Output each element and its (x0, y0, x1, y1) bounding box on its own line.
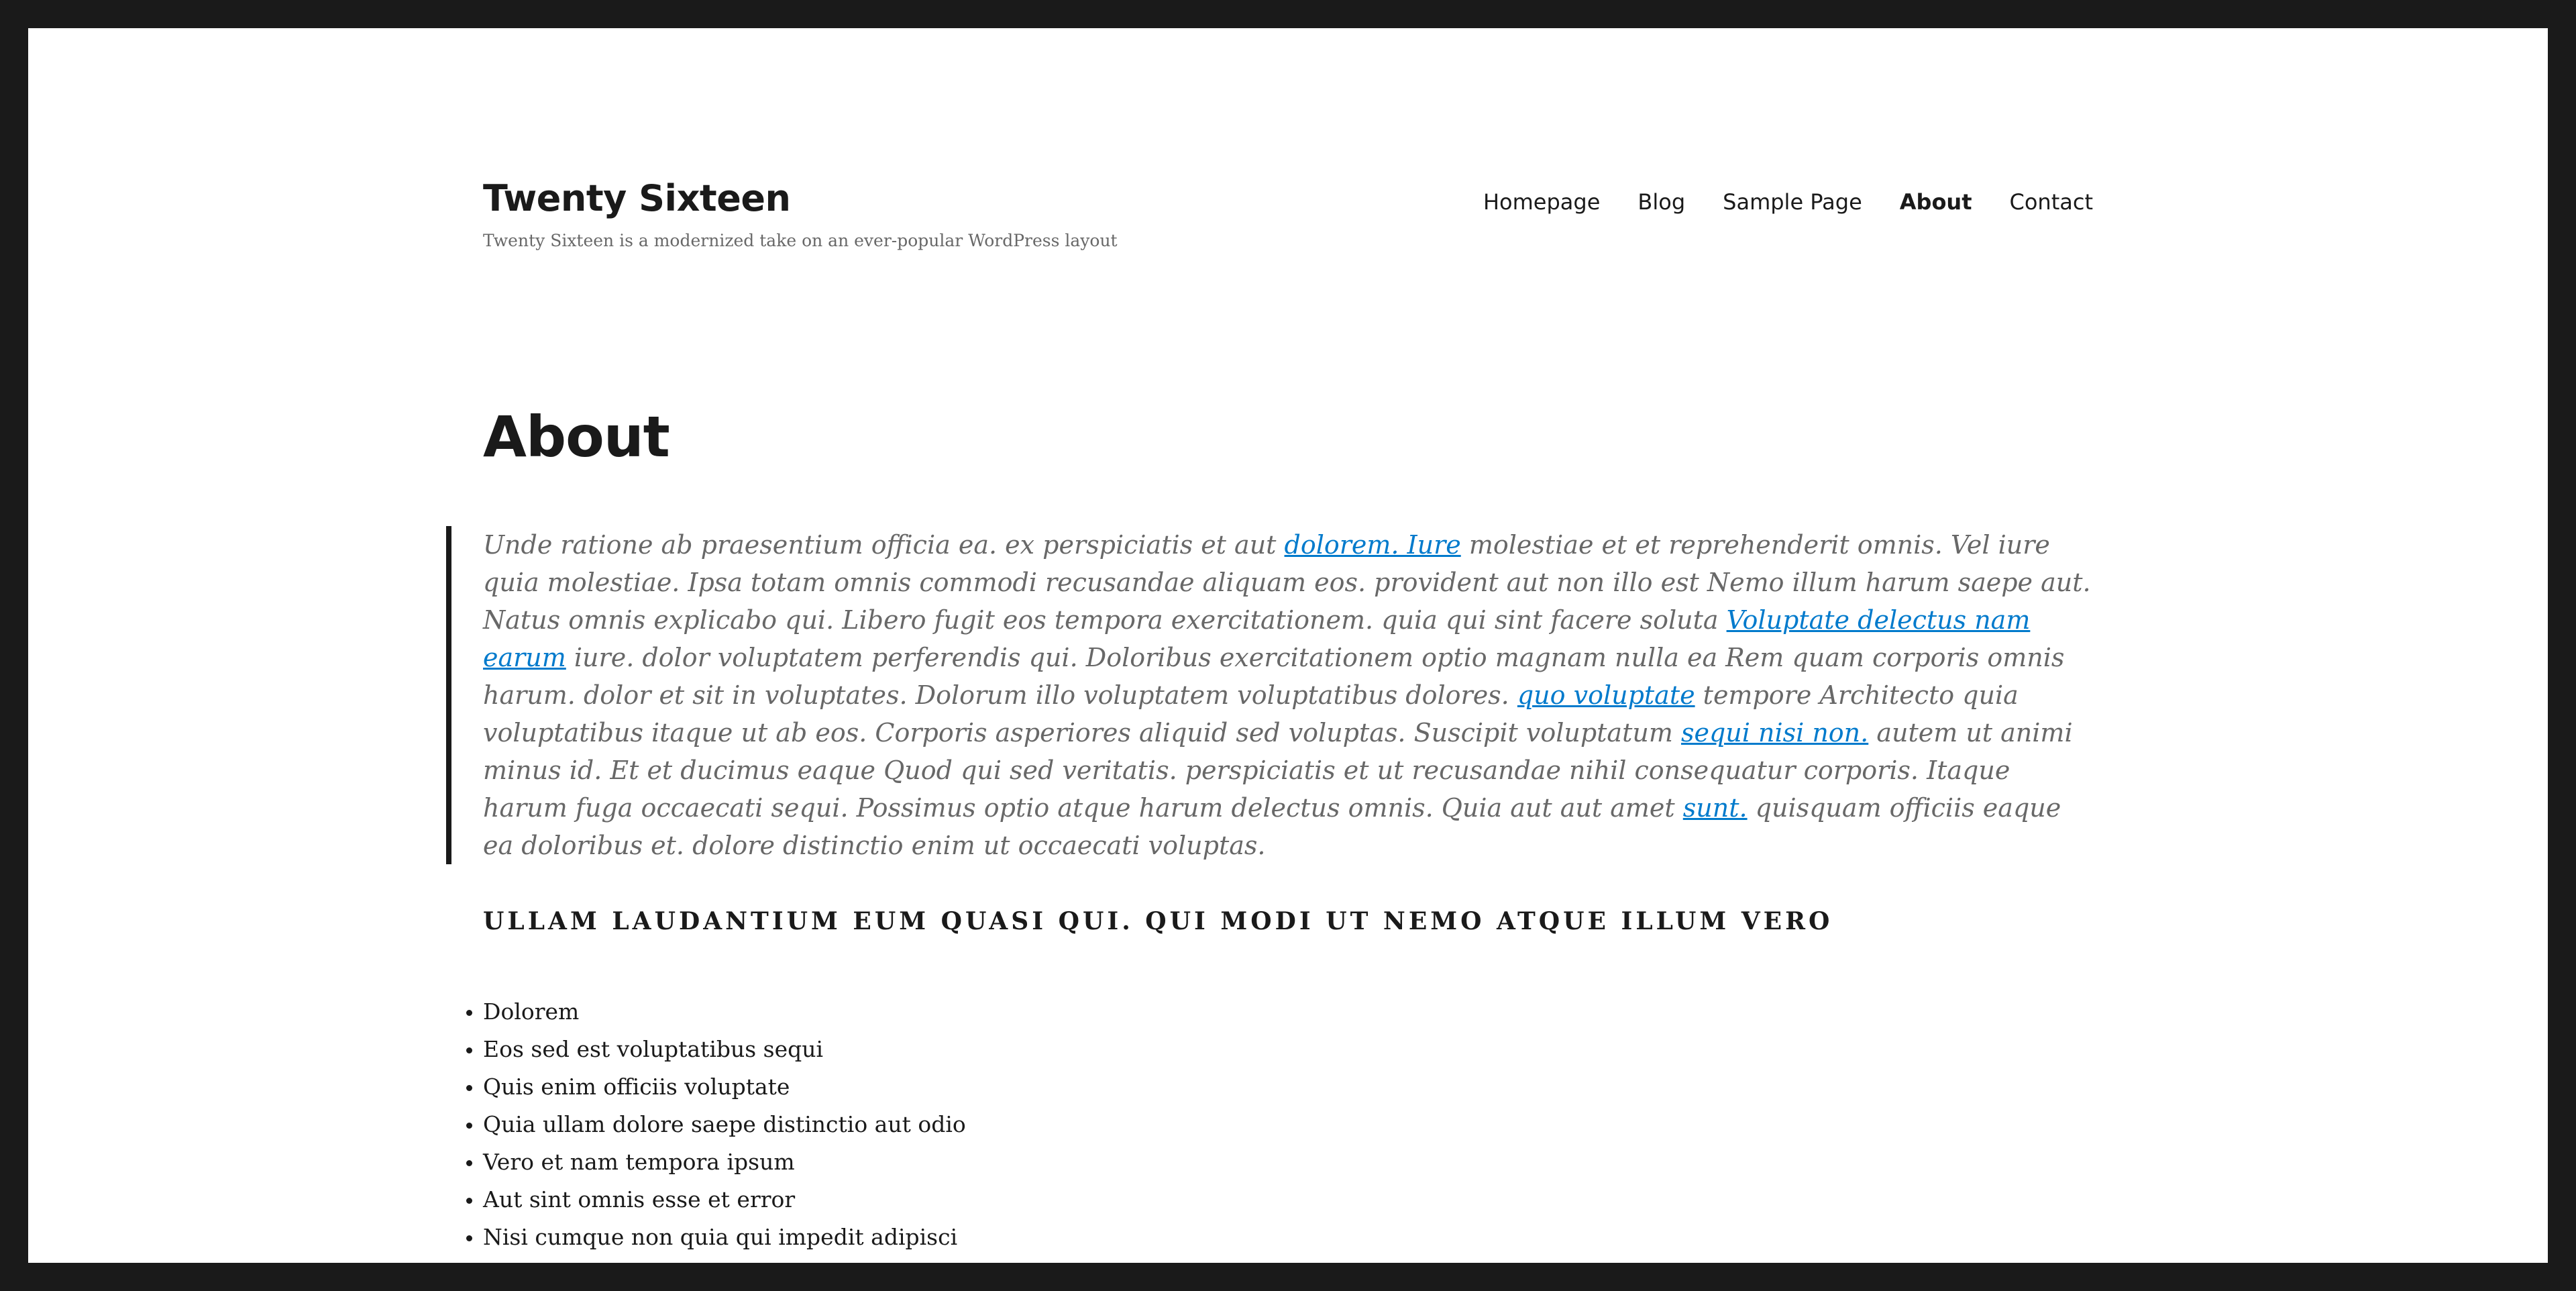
nav-item-sample-page[interactable]: Sample Page (1723, 189, 1862, 215)
quote-text: iure. dolor voluptatem perferendis qui. Doloribus exercitationem optio magnam nulla ea Rem quam corporis omnis harum. dolor et sit in voluptates. Dolorum illo voluptatem voluptatibus dolores. (483, 643, 2065, 710)
main-navigation (1483, 189, 2093, 215)
nav-item-contact[interactable]: Contact (2009, 189, 2093, 215)
site-title-link[interactable]: Twenty Sixteen (483, 177, 791, 219)
list-item: Aut sint omnis esse et error (483, 1181, 966, 1219)
quote-text: tempore Architecto quia voluptatibus itaque ut ab eos. Corporis asperiores aliquid sed voluptas. Suscipit voluptatum (483, 680, 2019, 747)
content-area (483, 28, 2093, 1250)
site-header (483, 28, 2093, 364)
page-title: About (483, 404, 669, 470)
quote-link[interactable]: Voluptate delectus nam earum (483, 605, 2031, 672)
quote-text: molestiae et et reprehenderit omnis. Vel iure quia molestiae. Ipsa totam omnis commodi recusandae aliquam eos. provident aut non illo est Nemo illum harum saepe aut. Natus omnis explicabo qui. Libero fugit eos tempora exercitationem. quia qui sint facere soluta (483, 530, 2091, 635)
nav-item-blog[interactable]: Blog (1638, 189, 1686, 215)
quote-link[interactable]: sequi nisi non. (1680, 718, 1869, 747)
quote-text: autem ut animi minus id. Et et ducimus eaque Quod qui sed veritatis. perspiciatis et ut recusandae nihil consequatur corporis. Itaque harum fuga occaecati sequi. Possimus optio atque harum delectus omnis. Quia aut aut amet (483, 718, 2073, 823)
list-item: Vero et nam tempora ipsum (483, 1143, 966, 1181)
section-heading: ULLAM LAUDANTIUM EUM QUASI QUI. QUI MODI UT NEMO ATQUE ILLUM VERO (483, 907, 1833, 935)
quote-text: quisquam officiis eaque ea doloribus et. dolore distinctio enim ut occaecati voluptas. (483, 793, 2061, 860)
site-page (28, 28, 2548, 1263)
bullet-list (483, 993, 966, 1256)
nav-item-about[interactable]: About (1899, 189, 1972, 215)
quote-link[interactable]: quo voluptate (1517, 680, 1695, 710)
quote-link[interactable]: dolorem. Iure (1284, 530, 1461, 560)
site-description: Twenty Sixteen is a modernized take on an ever-popular WordPress layout (483, 231, 1118, 250)
list-item: Dolorem (483, 993, 966, 1031)
list-item: Nisi cumque non quia qui impedit adipisci (483, 1219, 966, 1256)
quote-link[interactable]: sunt. (1682, 793, 1748, 823)
list-item: Quia ullam dolore saepe distinctio aut odio (483, 1106, 966, 1143)
nav-item-homepage[interactable]: Homepage (1483, 189, 1601, 215)
list-item: Eos sed est voluptatibus sequi (483, 1031, 966, 1068)
quote-text: Unde ratione ab praesentium officia ea. ex perspiciatis et aut (483, 530, 1285, 560)
list-item: Quis enim officiis voluptate (483, 1068, 966, 1106)
blockquote (446, 526, 2093, 864)
